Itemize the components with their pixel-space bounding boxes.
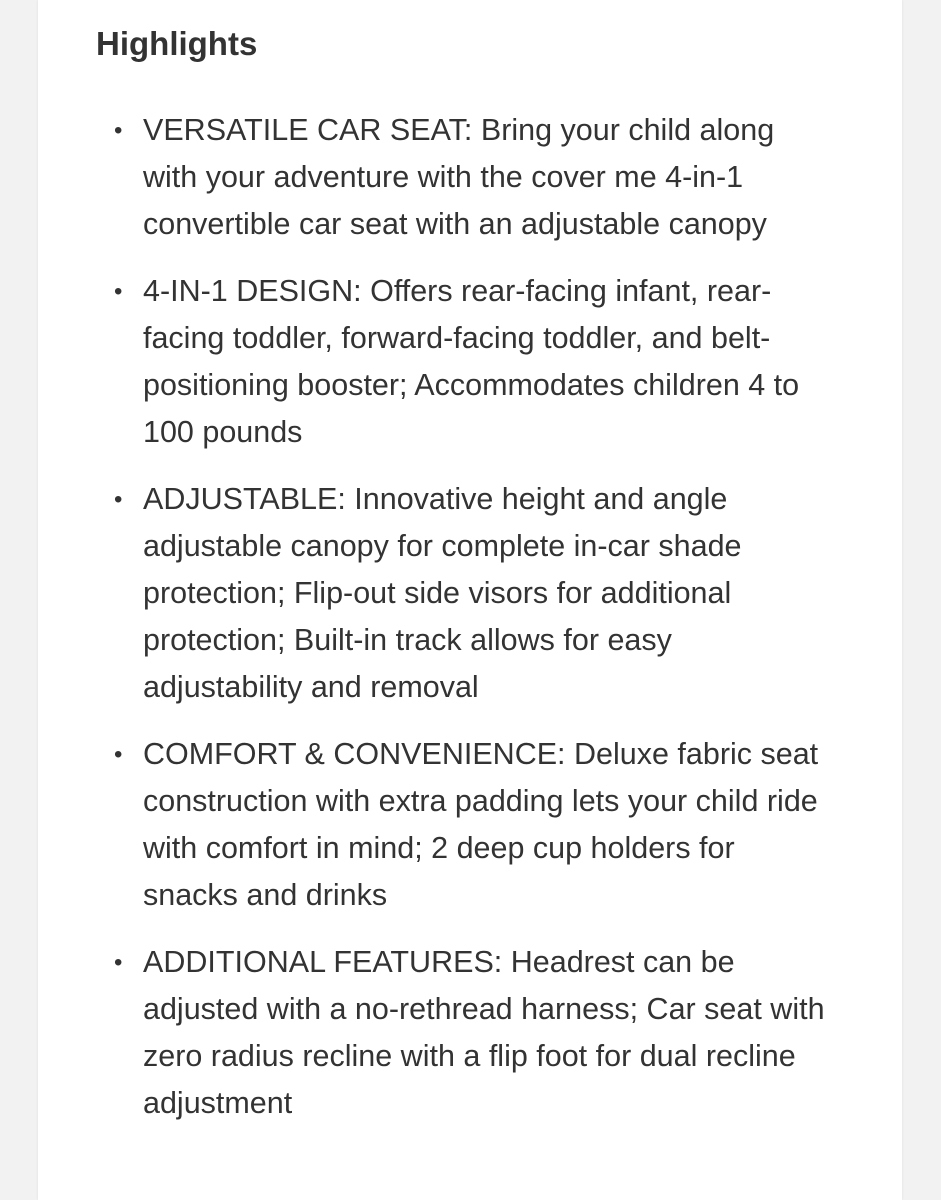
- highlight-text: 4-IN-1 DESIGN: Offers rear-facing infant, rear-facing toddler, forward-facing toddler, and belt-positioning booster; Accommodates children 4 to 100 pounds: [143, 274, 800, 449]
- bullet-icon: •: [114, 117, 123, 144]
- highlights-list: [114, 107, 833, 1147]
- highlight-item-comfort-convenience: [114, 731, 833, 919]
- highlights-title: Highlights: [96, 25, 258, 62]
- highlight-item-versatile-car-seat: [114, 107, 833, 248]
- highlight-item-4-in-1-design: [114, 268, 833, 456]
- bullet-icon: •: [114, 486, 123, 513]
- highlight-item-adjustable: [114, 476, 833, 711]
- highlights-card: [38, 0, 902, 1200]
- highlight-text: COMFORT & CONVENIENCE: Deluxe fabric seat construction with extra padding lets your child ride with comfort in mind; 2 deep cup holders for snacks and drinks: [143, 737, 819, 912]
- bullet-icon: •: [114, 949, 123, 976]
- highlight-item-additional-features: [114, 939, 833, 1127]
- bullet-icon: •: [114, 741, 123, 768]
- bullet-icon: •: [114, 278, 123, 305]
- highlight-text: ADDITIONAL FEATURES: Headrest can be adjusted with a no-rethread harness; Car seat with zero radius recline with a flip foot for dual recline adjustment: [143, 945, 825, 1120]
- highlight-text: ADJUSTABLE: Innovative height and angle adjustable canopy for complete in-car shade protection; Flip-out side visors for additional protection; Built-in track allows for easy adjustability and removal: [143, 482, 742, 704]
- highlight-text: VERSATILE CAR SEAT: Bring your child along with your adventure with the cover me 4-in-1 convertible car seat with an adjustable canopy: [143, 113, 775, 241]
